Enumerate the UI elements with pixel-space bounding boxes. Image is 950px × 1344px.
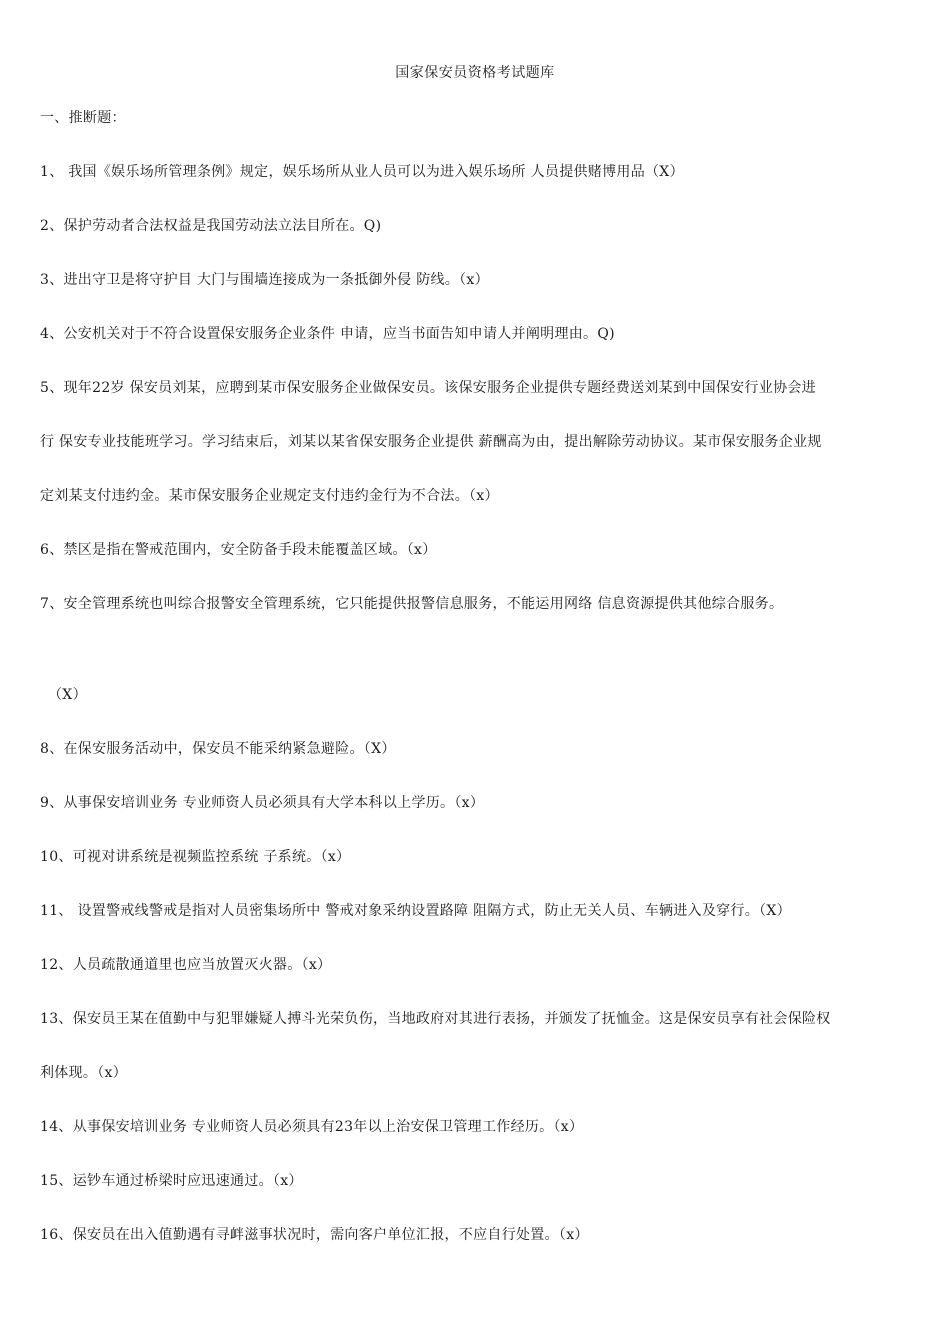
question-13-line-2: 利体现。（x）	[40, 1065, 127, 1081]
question-9: 9、从事保安培训业务 专业师资人员必须具有大学本科以上学历。（x）	[40, 795, 485, 811]
question-15: 15、运钞车通过桥梁时应迅速通过。（x）	[40, 1173, 303, 1189]
question-5-line-3: 定刘某支付违约金。某市保安服务企业规定支付违约金行为不合法。（x）	[40, 488, 499, 504]
question-11: 11、 设置警戒线警戒是指对人员密集场所中 警戒对象采纳设置路障 阻隔方式，防止无关人员、车辆进入及穿行。（X）	[40, 903, 791, 919]
question-10: 10、可视对讲系统是视频监控系统 子系统。（x）	[40, 849, 351, 865]
question-7: 7、安全管理系统也叫综合报警安全管理系统，它只能提供报警信息服务，不能运用网络 信息资源提供其他综合服务。	[40, 596, 784, 612]
question-6: 6、禁区是指在警戒范围内，安全防备手段未能覆盖区域。（x）	[40, 542, 437, 558]
question-8: 8、在保安服务活动中，保安员不能采纳紧急避险。（X）	[40, 741, 396, 757]
question-4: 4、公安机关对于不符合设置保安服务企业条件 申请，应当书面告知申请人并阐明理由。Q)	[40, 326, 615, 342]
question-5-line-2: 行 保安专业技能班学习。学习结束后，刘某以某省保安服务企业提供 薪酬高为由，提出解除劳动协议。某市保安服务企业规	[40, 434, 822, 450]
section-heading: 一、推断题：	[40, 110, 126, 126]
question-5-line-1: 5、现年22岁 保安员刘某，应聘到某市保安服务企业做保安员。该保安服务企业提供专题经费送刘某到中国保安行业协会进	[40, 380, 816, 396]
question-12: 12、人员疏散通道里也应当放置灭火器。（x）	[40, 957, 332, 973]
question-16: 16、保安员在出入值勤遇有寻衅滋事状况时，需向客户单位汇报，不应自行处置。（x）	[40, 1227, 589, 1243]
question-2: 2、保护劳动者合法权益是我国劳动法立法目所在。Q)	[40, 218, 382, 234]
question-7-answer: （X）	[48, 687, 87, 703]
question-1: 1、 我国《娱乐场所管理条例》规定，娱乐场所从业人员可以为进入娱乐场所 人员提供赌博用品（X）	[40, 164, 684, 180]
question-14: 14、从事保安培训业务 专业师资人员必须具有23年以上治安保卫管理工作经历。（x）	[40, 1119, 584, 1135]
question-3: 3、进出守卫是将守护目 大门与围墙连接成为一条抵御外侵 防线。（x）	[40, 272, 489, 288]
question-13-line-1: 13、保安员王某在值勤中与犯罪嫌疑人搏斗光荣负伤，当地政府对其进行表扬，并颁发了抚恤金。这是保安员享有社会保险权	[40, 1011, 831, 1027]
document-title: 国家保安员资格考试题库	[395, 65, 555, 81]
